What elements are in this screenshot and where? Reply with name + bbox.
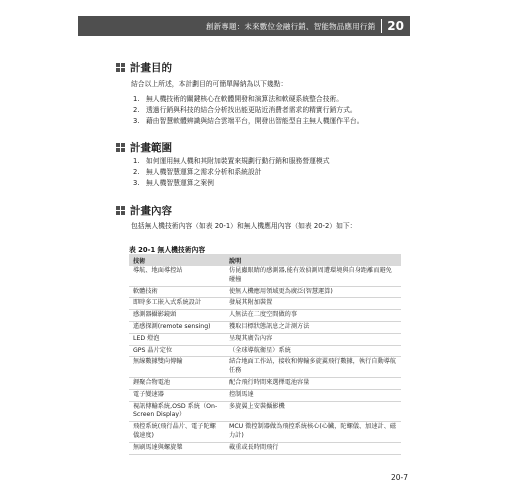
cell-tech: 無刷馬達與螺旋槳 (129, 442, 225, 454)
cell-tech: GPS 晶片定位 (129, 345, 225, 357)
content-intro: 包括無人機技術內容（如表 20-1）和無人機應用內容（如表 20-2）如下： (131, 222, 357, 230)
header-title: 創新專題：未來數位金融行銷、智能物品應用行銷 (205, 21, 376, 31)
list-item: 2. 透過行銷與科技的結合分析找出能更貼近消費者需求的精實行銷方式。 (133, 106, 357, 114)
cell-desc: MCU 微控制器做為飛控系統核心(心臟，陀螺儀、加速計、磁力計) (225, 422, 401, 443)
section-heading-content (116, 203, 172, 218)
cell-tech: 即時多工嵌入式系統設計 (129, 298, 225, 310)
list-item: 2. 無人機智慧運算之需求分析和系統設計 (133, 168, 262, 176)
table-row (129, 422, 401, 443)
table-caption: 表 20-1 無人機技術內容 (129, 246, 206, 254)
section-title: 計畫目的 (130, 62, 172, 74)
cell-desc: 載重或長時間飛行 (225, 442, 401, 454)
tech-table (129, 254, 401, 455)
cell-desc: 人無法在二度空間做的事 (225, 310, 401, 322)
square-bullet-icon (116, 63, 125, 72)
cell-desc: 仿昆蟲眼睛的感測器,能有效偵測周遭環境與自身距離而避免碰撞 (225, 266, 401, 286)
cell-tech: 鋰聚合物電池 (129, 377, 225, 389)
cell-desc: 獲取目標狀態訊息之計測方法 (225, 321, 401, 333)
table-row (129, 310, 401, 322)
header-page-number: 20 (387, 19, 404, 33)
list-item: 3. 藉由智慧軟體辨識與結合雲端平台，開發出智能型自主無人機運作平台。 (133, 117, 364, 125)
page-header (78, 16, 410, 36)
section-heading-purpose (116, 60, 172, 75)
table-row (129, 333, 401, 345)
cell-desc: 控制馬達 (225, 389, 401, 401)
cell-tech: 電子變速器 (129, 389, 225, 401)
table-row (129, 286, 401, 298)
cell-tech: 感測器攝影鏡頭 (129, 310, 225, 322)
cell-tech: 軟體技術 (129, 286, 225, 298)
cell-desc: 配合飛行時間來選擇電池容量 (225, 377, 401, 389)
table-row (129, 357, 401, 378)
list-item: 3. 無人機智慧運算之案例 (133, 179, 214, 187)
table-row (129, 345, 401, 357)
square-bullet-icon (116, 206, 125, 215)
cell-tech: LED 燈泡 (129, 333, 225, 345)
purpose-list (133, 94, 364, 127)
column-header-desc: 說明 (225, 254, 401, 266)
table-header-row (129, 254, 401, 266)
table-row (129, 389, 401, 401)
section-title: 計畫範圍 (130, 142, 172, 154)
list-item: 1. 無人機技術的關鍵核心在軟體開發和演算法和軟硬系統整合技術。 (133, 95, 344, 103)
cell-tech: 飛控系統(飛行晶片、電子陀螺儀速度) (129, 422, 225, 443)
cell-desc: （全球導航衛星）系統 (225, 345, 401, 357)
cell-tech: 視訊傳輸系統,OSD 系統（On-Screen Display） (129, 401, 225, 422)
table-row (129, 298, 401, 310)
cell-desc: 呈現其廣告內容 (225, 333, 401, 345)
scope-list (133, 156, 330, 189)
cell-tech: 遙感探測(remote sensing) (129, 321, 225, 333)
table-row (129, 401, 401, 422)
cell-desc: 使無人機應用領域更為廣泛(智慧運算) (225, 286, 401, 298)
cell-desc: 多旋翼上安裝攝影機 (225, 401, 401, 422)
cell-tech: 導航、地面導控站 (129, 266, 225, 286)
square-bullet-icon (116, 143, 125, 152)
cell-desc: 結合地面工作站，接收和傳輸多旋翼飛行數據，執行自動導航任務 (225, 357, 401, 378)
table-row (129, 266, 401, 286)
section-title: 計畫內容 (130, 205, 172, 217)
table-row (129, 321, 401, 333)
table-row (129, 442, 401, 454)
table-row (129, 377, 401, 389)
header-divider (381, 19, 382, 33)
column-header-tech: 技術 (129, 254, 225, 266)
cell-desc: 發展其附加裝置 (225, 298, 401, 310)
list-item: 1. 如何運用無人機和其附加裝置來規劃行動行銷和服務營運模式 (133, 157, 330, 165)
section-heading-scope (116, 140, 172, 155)
footer-page-number: 20-7 (390, 473, 408, 482)
purpose-intro: 結合以上所述，本計劃目的可簡單歸納為以下幾點： (131, 80, 288, 88)
cell-tech: 無線數據雙向傳輸 (129, 357, 225, 378)
